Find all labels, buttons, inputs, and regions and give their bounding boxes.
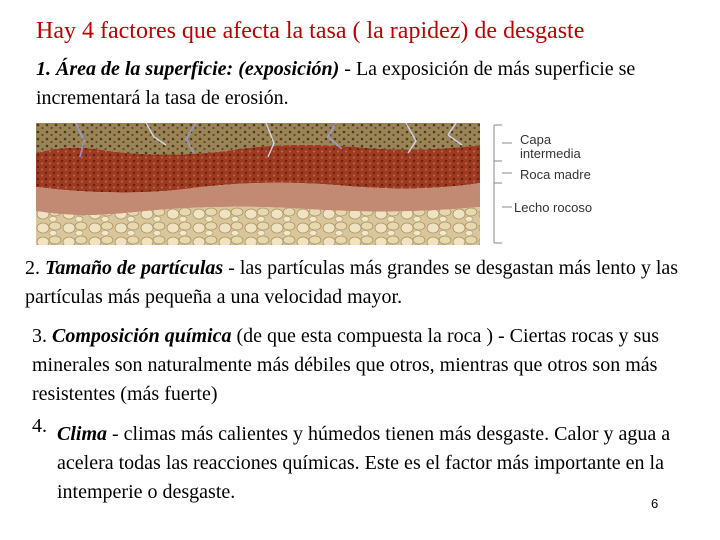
factor-2-number: 2. bbox=[25, 257, 45, 279]
label-roca-madre: Roca madre bbox=[520, 167, 591, 182]
label-lecho-rocoso: Lecho rocoso bbox=[514, 200, 593, 215]
factor-2-text: - las partículas más grandes se desgastan más lento y las partículas más pequeña a una velocidad mayor. bbox=[25, 257, 679, 308]
factor-3-number: 3. bbox=[32, 325, 52, 347]
soil-layers-figure bbox=[36, 123, 666, 245]
label-capa: Capa bbox=[520, 132, 552, 147]
factor-1-heading: 1. Área de la superficie: (exposición) bbox=[36, 58, 340, 80]
layer-bracket-lines bbox=[494, 125, 512, 243]
factor-3-heading: Composición química bbox=[52, 325, 232, 347]
factor-3-paragraph bbox=[32, 322, 712, 409]
factor-4-heading: Clima bbox=[57, 423, 108, 445]
factor-4-number: 4. bbox=[32, 415, 47, 437]
factor-2-paragraph bbox=[25, 254, 705, 312]
factor-1-text: - La exposición de más superficie se incrementará la tasa de erosión. bbox=[36, 58, 636, 109]
factor-4-text: - climas más calientes y húmedos tienen más desgaste. Calor y agua a acelera todas las reacciones químicas. Este es el factor más importante en la intemperie o desgaste. bbox=[57, 423, 671, 503]
factor-3-text: (de que esta compuesta la roca ) - Ciertas rocas y sus minerales son naturalmente más débiles que otros, mientras que otros son más resistentes (más fuerte) bbox=[32, 325, 660, 405]
label-intermedia: intermedia bbox=[520, 146, 581, 161]
factor-1-paragraph bbox=[36, 55, 696, 113]
page-number: 6 bbox=[651, 496, 659, 511]
factor-4-paragraph bbox=[57, 420, 697, 507]
factor-2-heading: Tamaño de partículas bbox=[45, 257, 224, 279]
slide-title: Hay 4 factores que afecta la tasa ( la rapidez) de desgaste bbox=[36, 18, 585, 44]
soil-block bbox=[36, 123, 480, 245]
